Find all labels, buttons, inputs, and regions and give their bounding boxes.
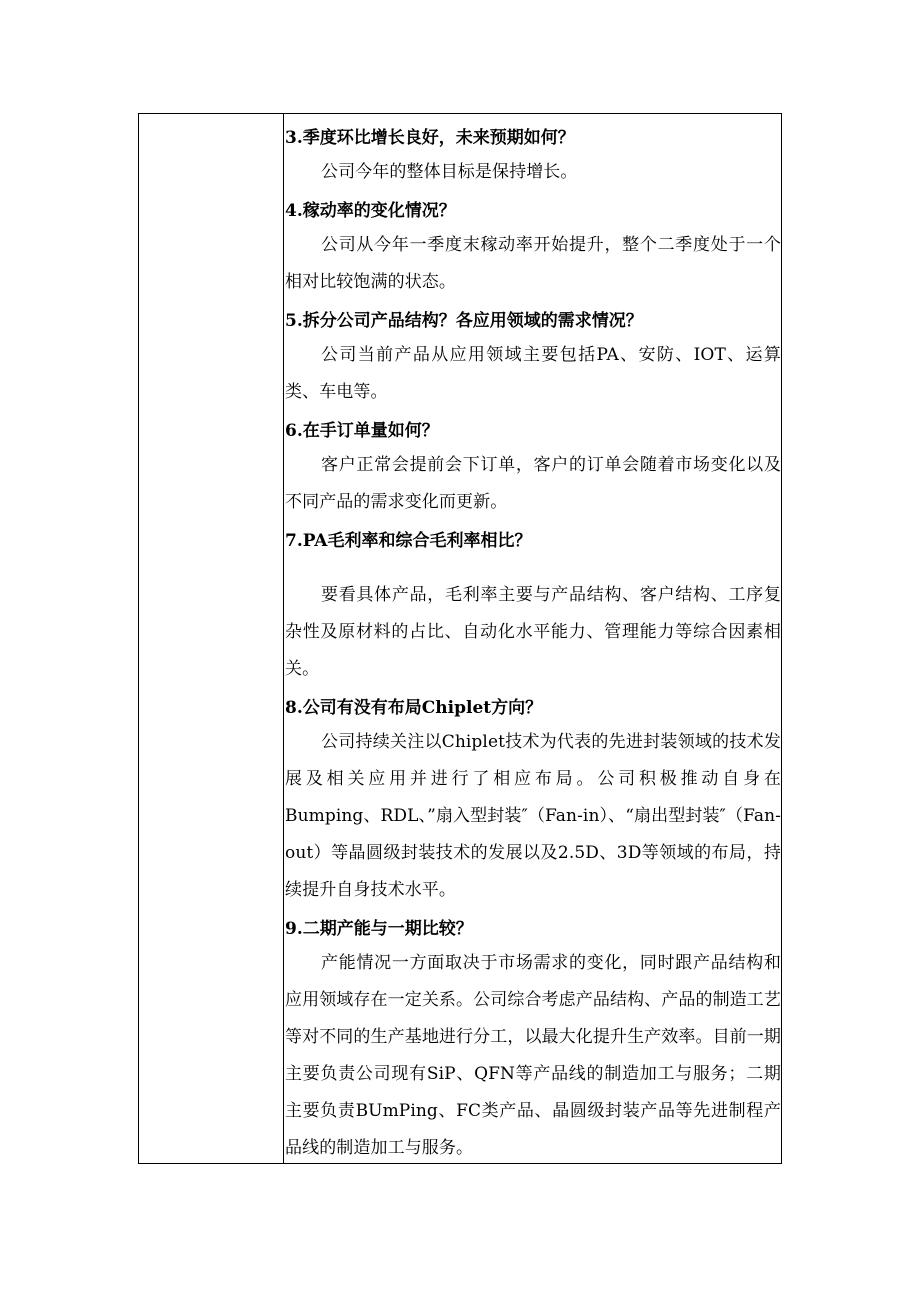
answer-4: 公司从今年一季度末稼动率开始提升，整个二季度处于一个相对比较饱满的状态。 [285,235,781,292]
question-7: 7.PA毛利率和综合毛利率相比？ [285,531,532,551]
answer-6: 客户正常会提前会下订单，客户的订单会随着市场变化以及不同产品的需求变化而更新。 [285,455,781,512]
label-cell [139,114,284,1163]
answer-8: 公司持续关注以Chiplet技术为代表的先进封装领域的技术发展及相关应用并进行了相应布局。公司积极推动自身在Bumping、RDL、”扇入型封装″（Fan-in）、“扇出型封装″（Fan-out）等晶圆级封装技术的发展以及2.5D、3D等领域的布局，持续提升自身技术水平。 [285,732,781,900]
answer-7: 要看具体产品，毛利率主要与产品结构、客户结构、工序复杂性及原材料的占比、自动化水平能力、管理能力等综合因素相关。 [285,585,781,679]
question-3: 3.季度环比增长良好，未来预期如何？ [285,128,575,148]
question-5: 5.拆分公司产品结构？各应用领域的需求情况？ [285,311,643,331]
record-table [138,113,782,1164]
question-6: 6.在手订单量如何？ [285,421,439,441]
question-9: 9.二期产能与一期比较？ [285,919,473,939]
question-4: 4.稼动率的变化情况？ [285,201,456,221]
answer-3: 公司今年的整体目标是保持增长。 [321,162,578,182]
question-8: 8.公司有没有布局Chiplet方向？ [285,698,543,718]
answer-9: 产能情况一方面取决于市场需求的变化，同时跟产品结构和应用领域存在一定关系。公司综合考虑产品结构、产品的制造工艺等对不同的生产基地进行分工，以最大化提升生产效率。目前一期主要负责公司现有SiP、QFN等产品线的制造加工与服务；二期主要负责BUmPing、FC类产品、晶圆级封装产品等先进制程产品线的制造加工与服务。 [285,953,781,1158]
answer-5: 公司当前产品从应用领域主要包括PA、安防、IOT、运算类、车电等。 [285,345,781,402]
content-cell [284,114,781,1163]
